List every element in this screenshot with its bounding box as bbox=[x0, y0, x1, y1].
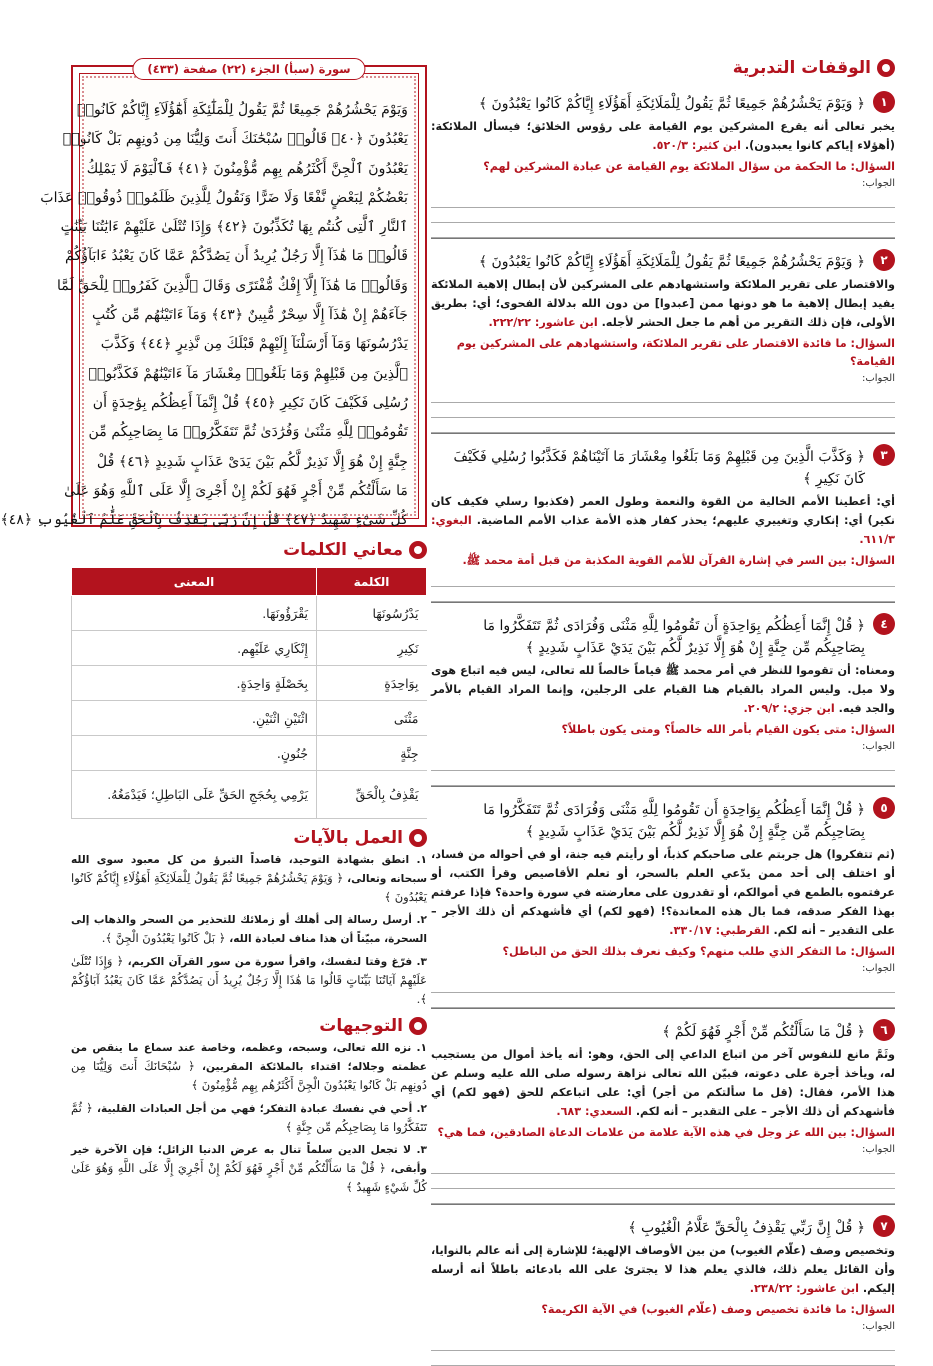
reflection-number: ٦ bbox=[873, 1019, 895, 1041]
list-item bbox=[71, 952, 427, 1009]
table-row bbox=[72, 631, 427, 666]
guidance-title: التوجيهات bbox=[319, 1016, 403, 1036]
reflection-body bbox=[431, 492, 895, 549]
reflection-number: ١ bbox=[873, 91, 895, 113]
list-item-ayah: ﴿ بَلْ كَانُوا يَعْبُدُونَ الْجِنَّ ﴾. bbox=[101, 931, 226, 945]
reflection-reference: ابن كثير: ٥٢٠/٣. bbox=[652, 139, 741, 152]
list-item-ayah: ﴿ ثُمَّ تَتَفَكَّرُوا مَا بِصَاحِبِكُم مِّن جِنَّةٍ ﴾ bbox=[71, 1101, 427, 1134]
list-item bbox=[71, 1099, 427, 1137]
reflection-text: وثَمَّ مانع للنفوس آخر من اتباع الداعي إلى الحق، وهو: أنه يأخذ أموال من يستجيب له، ويأخذ أجرة على دعوته، فبيّن الله تعالى نزاهة رسوله صلى الله عليه وسلم عن هذا الأمر، فقال: (قل ما سألتكم من أجر) أي: على اتباعكم للحق (فهو لكم) أي فأشهدكم أن ذلك الأجر – على التقدير – أنه لكم. bbox=[431, 1048, 895, 1118]
reflection-ayah: ﴿ وَيَوْمَ يَحْشُرُهُمْ جَمِيعًا ثُمَّ يَقُولُ لِلْمَلَائِكَةِ أَهَؤُلَاءِ إِيَّاكُمْ كَانُوا يَعْبُدُونَ ﴾ bbox=[478, 254, 865, 270]
reflection-body bbox=[431, 1045, 895, 1121]
mushaf-header: سورة (سبأ) الجزء (٢٢) صفحة (٤٣٣) bbox=[132, 58, 365, 80]
reflection-ayah: ﴿ وَيَوْمَ يَحْشُرُهُمْ جَمِيعًا ثُمَّ يَقُولُ لِلْمَلَائِكَةِ أَهَؤُلَاءِ إِيَّاكُمْ كَانُوا يَعْبُدُونَ ﴾ bbox=[478, 96, 865, 112]
word-cell: يَدْرُسُونَهَا bbox=[317, 596, 427, 631]
reflection-text: وتخصيص وصف (علّام الغيوب) من بين الأوصاف الإلهية؛ للإشارة إلى أنه عالم بالنوايا، وأن القائل يعلم ذلك، فالذي يعلم هذا لا يجترئ على الله بادعائه باطلاً أنه أرسله إليكم. bbox=[431, 1244, 895, 1295]
work-header bbox=[71, 825, 427, 851]
reflection-question: السؤال: بين السر في إشارة القرآن للأمم القوية المكذبة من قبل أمة محمد ﷺ. bbox=[462, 554, 895, 567]
table-row bbox=[72, 736, 427, 771]
reflection-question: السؤال: ما الحكمة من سؤال الملائكة يوم القيامة عن عبادة المشركين لهم؟ bbox=[483, 160, 895, 173]
words-header bbox=[71, 537, 427, 563]
word-cell: يَقْذِفُ بِالْحَقِّ bbox=[317, 771, 427, 819]
reflection-question: السؤال: متى يكون القيام بأمر الله خالصاً؟ ومتى يكون باطلاً؟ bbox=[561, 723, 895, 736]
flower-icon bbox=[409, 541, 427, 559]
guidance-list bbox=[71, 1039, 427, 1197]
mushaf-line: جَآءَهُمْ إِنْ هَٰذَآ إِلَّا سِحْرٌ مُّبِينٌ ﴿٤٣﴾ وَمَآ ءَاتَيْنَٰهُم مِّن كُتُبٍ bbox=[91, 307, 408, 324]
guidance-header bbox=[71, 1013, 427, 1039]
mushaf-line: يَدْرُسُونَهَا وَمَآ أَرْسَلْنَآ إِلَيْهِمْ قَبْلَكَ مِن نَّذِيرٍ ﴿٤٤﴾ وَكَذَّبَ bbox=[100, 336, 408, 353]
list-item-text: ١. انطق بشهادة التوحيد، قاصداً التبرؤ من كل معبود سوى الله سبحانه وتعالى، bbox=[71, 854, 427, 885]
list-item-text: ١. نزه الله تعالى، وسبحه، وعظمه، وخاصة عند سماع ما ينقص من عظمته وجلاله؛ اقتداء بالملائكة المقربين، bbox=[71, 1042, 427, 1073]
meaning-cell: يَرْمِي بِحُجَجِ الحَقِّ عَلَى البَاطِلِ؛ فَيَدْمَغُهُ. bbox=[72, 771, 317, 819]
answer-lines[interactable] bbox=[431, 193, 895, 238]
reflection-item bbox=[431, 1204, 895, 1366]
list-item-ayah: ﴿ قُلْ مَا سَأَلْتُكُم مِّنْ أَجْرٍ فَهُوَ لَكُمْ إِنْ أَجْرِيَ إِلَّا عَلَى اللَّهِ وَهُوَ عَلَىٰ كُلِّ شَيْءٍ شَهِيدٌ ﴾ bbox=[71, 1161, 427, 1194]
reflection-text: (ثم تتفكروا) هل جربتم على صاحبكم كذباً، أو رأيتم فيه جنة، أو في أحواله من فساد، أو اختلف إلى أحد ممن يدّعي العلم بالسحر، أو تعلم الأقاصيص وقرأ الكتب، أو عرفتموه بالطمع في أموالكم، أو تقدرون على معارضته في سورة واحدة؟ فإذا عرفتم بهذا الفكر صدقه، فما بال هذه المعاندة؟! (فهو لكم) أي فأشهدكم أن ذلك الأجر – على التقدير – أنه لكم. bbox=[431, 848, 895, 937]
word-cell: مَثْنَى bbox=[317, 701, 427, 736]
answer-label: الجواب: bbox=[861, 1144, 895, 1155]
reflection-reference: ابن عاشور: ٢٢٢/٢٢. bbox=[488, 316, 598, 329]
reflection-number: ٣ bbox=[873, 444, 895, 466]
answer-lines[interactable] bbox=[431, 756, 895, 786]
reflection-text: أي: أعطينا الأمم الخالية من القوة والنعمة وطول العمر (فكذبوا رسلي فكيف كان نكير) أي: إنكاري وتغييري عليهم؛ يحذر كفار هذه الأمة عذاب الأمم الماضية. bbox=[431, 495, 895, 527]
mushaf-line: قَالُوا۟ مَا هَٰذَآ إِلَّا رَجُلٌ يُرِيدُ أَن يَصُدَّكُمْ عَمَّا كَانَ يَعْبُدُ ءَابَآؤُكُمْ bbox=[65, 248, 408, 265]
reflection-ayah: ﴿ قُلْ إِنَّمَا أَعِظُكُم بِوَاحِدَةٍ أَن تَقُومُوا لِلَّهِ مَثْنَى وَفُرَادَى ثُمَّ تَتَفَكَّرُوا مَا بِصَاحِبِكُم مِّن جِنَّةٍ إِنْ هُوَ إِلَّا نَذِيرٌ لَّكُم بَيْنَ يَدَيْ عَذَابٍ شَدِيدٍ ﴾ bbox=[483, 618, 865, 656]
mushaf-line: يَعْبُدُونَ ﴿٤٠﴾ قَالُوا۟ سُبْحَٰنَكَ أَنتَ وَلِيُّنَا مِن دُونِهِم بَلْ كَانُوا۟ bbox=[62, 131, 408, 148]
reflection-ayah: ﴿ قُلْ إِنَّ رَبِّي يَقْذِفُ بِالْحَقِّ عَلَّامُ الْغُيُوبِ ﴾ bbox=[628, 1220, 865, 1236]
col-meaning-header: المعنى bbox=[72, 568, 317, 596]
words-title: معاني الكلمات bbox=[283, 540, 403, 560]
reflection-body bbox=[431, 1241, 895, 1298]
reflection-item bbox=[431, 238, 895, 433]
reflection-reference: ابن عاشور: ٢٣٨/٢٢. bbox=[749, 1282, 859, 1295]
meaning-cell: إِنْكَارِي عَلَيْهِم. bbox=[72, 631, 317, 666]
answer-label: الجواب: bbox=[861, 1321, 895, 1332]
reflection-reference: ابن جزي: ٢٠٩/٢. bbox=[743, 702, 835, 715]
reflection-reference: البغوي: ٦١١/٣. bbox=[431, 514, 895, 546]
answer-lines[interactable] bbox=[431, 572, 895, 602]
reflections-header bbox=[431, 55, 895, 81]
mushaf-line: وَيَوْمَ يَحْشُرُهُمْ جَمِيعًا ثُمَّ يَقُولُ لِلْمَلَٰٓئِكَةِ أَهَٰٓؤُلَآءِ إِيَّاكُمْ كَانُوا۟ bbox=[76, 102, 408, 118]
list-item-ayah: ﴿ سُبْحَانَكَ أَنتَ وَلِيُّنَا مِن دُونِهِم بَلْ كَانُوا يَعْبُدُونَ الْجِنَّ أَكْثَرُهُم بِهِم مُّؤْمِنُونَ ﴾ bbox=[71, 1059, 427, 1092]
reflection-number: ٤ bbox=[873, 613, 895, 635]
answer-lines[interactable] bbox=[431, 388, 895, 433]
answer-label: الجواب: bbox=[861, 373, 895, 384]
mushaf-line: كُلِّ شَىْءٍ شَهِيدٌ ﴿٤٧﴾ قُلْ إِنَّ رَبِّى يَقْذِفُ بِٱلْحَقِّ عَلَّٰمُ ٱلْغُيُوبِ ﴿٤٨﴾ bbox=[0, 512, 408, 529]
list-item bbox=[71, 1039, 427, 1095]
reflection-body bbox=[431, 845, 895, 940]
reflection-item bbox=[431, 433, 895, 602]
reflection-item bbox=[431, 81, 895, 238]
reflection-question: السؤال: ما فائدة الاقتصار على تقرير الملائكة، واستشهادهم على المشركين يوم القيامة؟ bbox=[456, 337, 895, 368]
mushaf-text bbox=[0, 96, 408, 535]
mushaf-line: تَقُومُوا۟ لِلَّهِ مَثْنَىٰ وَفُرَٰدَىٰ ثُمَّ تَتَفَكَّرُوا۟ مَا بِصَاحِبِكُم مِّن bbox=[88, 424, 408, 441]
mushaf-line: يَعْبُدُونَ ٱلْجِنَّ أَكْثَرُهُم بِهِم مُّؤْمِنُونَ ﴿٤١﴾ فَٱلْيَوْمَ لَا يَمْلِكُ bbox=[86, 160, 408, 177]
reflection-body bbox=[431, 275, 895, 332]
list-item-text: ٣. فرّغ وقتا لنفسك، واقرأ سورة من سور القرآن الكريم، bbox=[127, 956, 427, 968]
reflection-ayah: ﴿ قُلْ مَا سَأَلْتُكُم مِّنْ أَجْرٍ فَهُوَ لَكُمْ ﴾ bbox=[662, 1024, 865, 1040]
table-row bbox=[72, 701, 427, 736]
reflection-text: ومعناه: أن تقوموا للنظر في أمر محمد ﷺ قياماً خالصاً لله تعالى، ليس فيه اتباع هوى ولا ميل. وليس المراد بالقيام هنا القيام على الرجلين، وإنما المراد القيام بالأمر والجد فيه. bbox=[431, 664, 895, 715]
work-title: العمل بالآيات bbox=[293, 828, 403, 848]
list-item-text: ٢. أحي في نفسك عبادة التفكر؛ فهي من أجل العبادات القلبية، bbox=[97, 1103, 427, 1115]
reflection-text: يخبر تعالى أنه يقرع المشركين يوم القيامة على رؤوس الخلائق؛ فيسأل الملائكة: (أهؤلاء إياكم كانوا يعبدون). bbox=[431, 120, 895, 152]
meaning-cell: اثْنَيْنِ اثْنَيْنِ. bbox=[72, 701, 317, 736]
left-column bbox=[0, 55, 427, 1201]
mushaf-line: ٱلَّذِينَ مِن قَبْلِهِمْ وَمَا بَلَغُوا۟ مِعْشَارَ مَآ ءَاتَيْنَٰهُمْ فَكَذَّبُوا۟ bbox=[88, 365, 408, 382]
reflection-number: ٢ bbox=[873, 249, 895, 271]
reflection-reference: القرطبي: ٣٣٠/١٧. bbox=[669, 924, 770, 937]
mushaf-page bbox=[0, 62, 427, 529]
reflection-question: السؤال: ما فائدة تخصيص وصف (علّام الغيوب) في الآية الكريمة؟ bbox=[541, 1303, 895, 1316]
mushaf-line: وَقَالُوا۟ مَا هَٰذَآ إِلَّآ إِفْكٌ مُّفْتَرًى وَقَالَ ٱلَّذِينَ كَفَرُوا۟ لِلْحَقِّ لَمَّا bbox=[56, 277, 408, 294]
word-cell: بِوَاحِدَةٍ bbox=[317, 666, 427, 701]
reflections-section bbox=[431, 55, 895, 1366]
reflection-question: السؤال: ما التفكر الذي طلب منهم؟ وكيف نعرف بذلك الحق من الباطل؟ bbox=[502, 945, 895, 958]
reflection-ayah: ﴿ قُلْ إِنَّمَا أَعِظُكُم بِوَاحِدَةٍ أَن تَقُومُوا لِلَّهِ مَثْنَى وَفُرَادَى ثُمَّ تَتَفَكَّرُوا مَا بِصَاحِبِكُم مِّن جِنَّةٍ إِنْ هُوَ إِلَّا نَذِيرٌ لَّكُم بَيْنَ يَدَيْ عَذَابٍ شَدِيدٍ ﴾ bbox=[483, 802, 865, 840]
meaning-cell: يَقْرَؤُونَهَا. bbox=[72, 596, 317, 631]
list-item bbox=[71, 851, 427, 907]
reflection-body bbox=[431, 661, 895, 718]
answer-lines[interactable] bbox=[431, 1336, 895, 1366]
answer-lines[interactable] bbox=[431, 978, 895, 1008]
table-row bbox=[72, 596, 427, 631]
reflection-number: ٥ bbox=[873, 797, 895, 819]
reflection-question: السؤال: بين الله عز وجل في هذه الآية علامة من علامات الدعاة الصادقين، فما هي؟ bbox=[437, 1126, 895, 1139]
flower-icon bbox=[409, 829, 427, 847]
mushaf-line: مَا سَأَلْتُكُم مِّنْ أَجْرٍ فَهُوَ لَكُمْ إِنْ أَجْرِىَ إِلَّا عَلَى ٱللَّهِ وَهُوَ عَلَىٰ bbox=[64, 482, 408, 499]
mushaf-line: بَعْضُكُمْ لِبَعْضٍ نَّفْعًا وَلَا ضَرًّا وَنَقُولُ لِلَّذِينَ ظَلَمُوا۟ ذُوقُوا۟ عَذَابَ bbox=[40, 189, 408, 206]
work-list bbox=[71, 851, 427, 1009]
reflection-text: والاقتصار على تقرير الملائكة واستشهادهم على المشركين لأن إبطال إلاهية الملائكة يفيد إبطال إلاهية ما هو دونها ممن [عبدوا] من دون الله بدلالة الفحوى؛ أي: بطريق الأولى، فإن ذلك التقرير من أهم ما جعل الحشر لأجله. bbox=[431, 278, 895, 329]
flower-icon bbox=[877, 59, 895, 77]
flower-icon bbox=[409, 1017, 427, 1035]
reflection-number: ٧ bbox=[873, 1215, 895, 1237]
reflection-body bbox=[431, 117, 895, 155]
words-table bbox=[71, 567, 427, 819]
list-item-text: ٢. أرسل رسالة إلى أهلك أو زملائك للتحذير من السحر والذهاب إلى السحرة، مبيّناً أن هذا مناف لعبادة الله، bbox=[71, 914, 427, 945]
reflection-reference: السعدي: ٦٨٣. bbox=[556, 1105, 632, 1118]
mushaf-line: ٱلنَّارِ ٱلَّتِى كُنتُم بِهَا تُكَذِّبُونَ ﴿٤٢﴾ وَإِذَا تُتْلَىٰ عَلَيْهِمْ ءَايَٰتُنَا بَيِّنَٰتٍ bbox=[60, 219, 408, 236]
meaning-cell: بِخَصْلَةٍ وَاحِدَةٍ. bbox=[72, 666, 317, 701]
reflection-ayah: ﴿ وَكَذَّبَ الَّذِينَ مِن قَبْلِهِمْ وَمَا بَلَغُوا مِعْشَارَ مَا آتَيْنَاهُمْ فَكَذَّبُوا رُسُلِي فَكَيْفَ كَانَ نَكِيرِ ﴾ bbox=[453, 449, 865, 487]
mushaf-line: جِنَّةٍ إِنْ هُوَ إِلَّا نَذِيرٌ لَّكُم بَيْنَ يَدَىْ عَذَابٍ شَدِيدٍ ﴿٤٦﴾ قُلْ bbox=[96, 453, 408, 470]
answer-label: الجواب: bbox=[861, 963, 895, 974]
col-word-header: الكلمة bbox=[317, 568, 427, 596]
mushaf-line: رُسُلِى فَكَيْفَ كَانَ نَكِيرِ ﴿٤٥﴾ قُلْ إِنَّمَآ أَعِظُكُم بِوَٰحِدَةٍ أَن bbox=[92, 394, 408, 411]
meaning-cell: جُنُونٍ. bbox=[72, 736, 317, 771]
answer-label: الجواب: bbox=[861, 741, 895, 752]
reflection-item bbox=[431, 1008, 895, 1204]
answer-label: الجواب: bbox=[861, 178, 895, 189]
table-row bbox=[72, 666, 427, 701]
reflection-item bbox=[431, 602, 895, 786]
reflection-item bbox=[431, 786, 895, 1008]
word-cell: جِنَّةٍ bbox=[317, 736, 427, 771]
reflection-list bbox=[431, 81, 895, 1366]
answer-lines[interactable] bbox=[431, 1159, 895, 1204]
list-item bbox=[71, 1141, 427, 1197]
list-item-text: ٣. لا تجعل الدين سلماً تنال به عرض الدنيا الزائل؛ فإن الآخرة خير وأبقى، bbox=[71, 1144, 427, 1175]
list-item bbox=[71, 911, 427, 948]
mushaf-frame bbox=[0, 62, 419, 529]
table-row bbox=[72, 771, 427, 819]
list-item-ayah: ﴿ وَيَوْمَ يَحْشُرُهُمْ جَمِيعًا ثُمَّ يَقُولُ لِلْمَلَائِكَةِ أَهَؤُلَاءِ إِيَّاكُمْ كَانُوا يَعْبُدُونَ ﴾ bbox=[71, 871, 427, 904]
list-item-ayah: ﴿ وَإِذَا تُتْلَىٰ عَلَيْهِمْ آيَاتُنَا بَيِّنَاتٍ قَالُوا مَا هَٰذَا إِلَّا رَجُلٌ يُرِيدُ أَن يَصُدَّكُمْ عَمَّا كَانَ يَعْبُدُ آبَاؤُكُمْ ﴾. bbox=[71, 954, 427, 1006]
reflections-title: الوقفات التدبرية bbox=[732, 58, 871, 78]
word-cell: نَكِيرِ bbox=[317, 631, 427, 666]
